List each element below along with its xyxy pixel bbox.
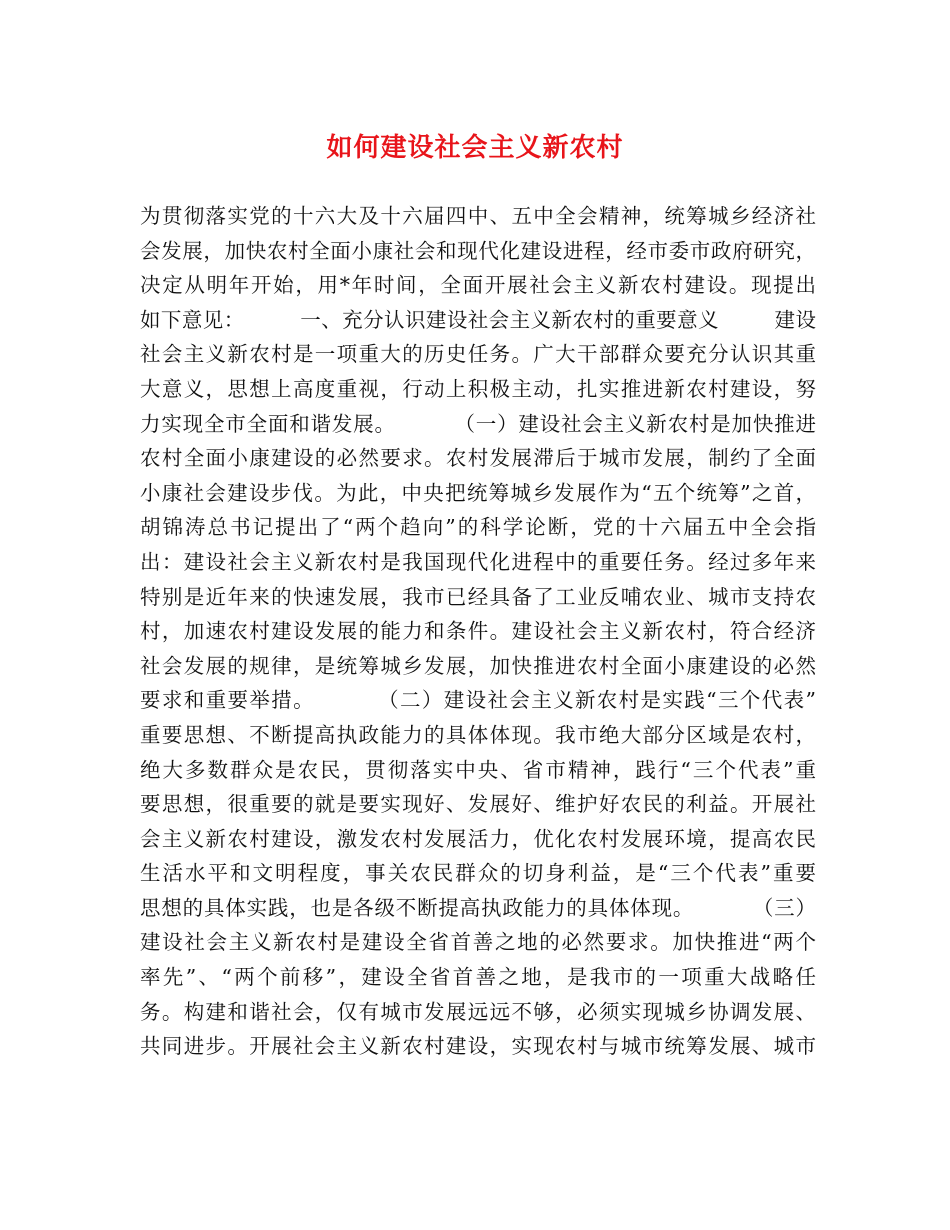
body-line: 社会发展的规律，是统筹城乡发展，加快推进农村全面小康建设的必然 <box>140 653 816 678</box>
body-line: 特别是近年来的快速发展，我市已经具备了工业反哺农业、城市支持农 <box>140 584 816 609</box>
body-line: 要思想，很重要的就是要实现好、发展好、维护好农民的利益。开展社 <box>140 792 816 817</box>
body-line: 建设社会主义新农村是建设全省首善之地的必然要求。加快推进“两个 <box>140 930 816 955</box>
body-line: 胡锦涛总书记提出了“两个趋向”的科学论断，党的十六届五中全会指 <box>140 515 816 540</box>
body-line: 决定从明年开始，用*年时间，全面开展社会主义新农村建设。现提出 <box>140 273 816 298</box>
body-line: 率先”、“两个前移”，建设全省首善之地，是我市的一项重大战略任 <box>140 965 816 990</box>
body-line: 绝大多数群众是农民，贯彻落实中央、省市精神，践行“三个代表”重 <box>140 757 816 782</box>
body-line: 要求和重要举措。 （二）建设社会主义新农村是实践“三个代表” <box>140 688 816 713</box>
body-line: 生活水平和文明程度，事关农民群众的切身利益，是“三个代表”重要 <box>140 861 816 886</box>
body-line: 务。构建和谐社会，仅有城市发展远远不够，必须实现城乡协调发展、 <box>140 999 816 1024</box>
body-line: 大意义，思想上高度重视，行动上积极主动，扎实推进新农村建设，努 <box>140 376 816 401</box>
document-title: 如何建设社会主义新农村 <box>326 133 624 163</box>
body-line: 为贯彻落实党的十六大及十六届四中、五中全会精神，统筹城乡经济社 <box>140 204 816 228</box>
document-body <box>140 199 816 1064</box>
body-line: 如下意见： 一、充分认识建设社会主义新农村的重要意义 建设 <box>140 307 816 332</box>
body-line: 会发展，加快农村全面小康社会和现代化建设进程，经市委市政府研究， <box>140 238 816 263</box>
body-line: 重要思想、不断提高执政能力的具体体现。我市绝大部分区域是农村， <box>140 722 816 747</box>
body-line: 出：建设社会主义新农村是我国现代化进程中的重要任务。经过多年来 <box>140 549 816 574</box>
body-line: 小康社会建设步伐。为此，中央把统筹城乡发展作为“五个统筹”之首， <box>140 480 816 505</box>
body-line: 共同进步。开展社会主义新农村建设，实现农村与城市统筹发展、城市 <box>140 1034 816 1059</box>
body-line: 农村全面小康建设的必然要求。农村发展滞后于城市发展，制约了全面 <box>140 446 816 471</box>
body-line: 思想的具体实践，也是各级不断提高执政能力的具体体现。 （三） <box>140 895 816 920</box>
body-line: 社会主义新农村是一项重大的历史任务。广大干部群众要充分认识其重 <box>140 342 816 367</box>
body-line: 村，加速农村建设发展的能力和条件。建设社会主义新农村，符合经济 <box>140 619 816 644</box>
body-line: 会主义新农村建设，激发农村发展活力，优化农村发展环境，提高农民 <box>140 826 816 851</box>
body-line: 力实现全市全面和谐发展。 （一）建设社会主义新农村是加快推进 <box>140 411 816 436</box>
